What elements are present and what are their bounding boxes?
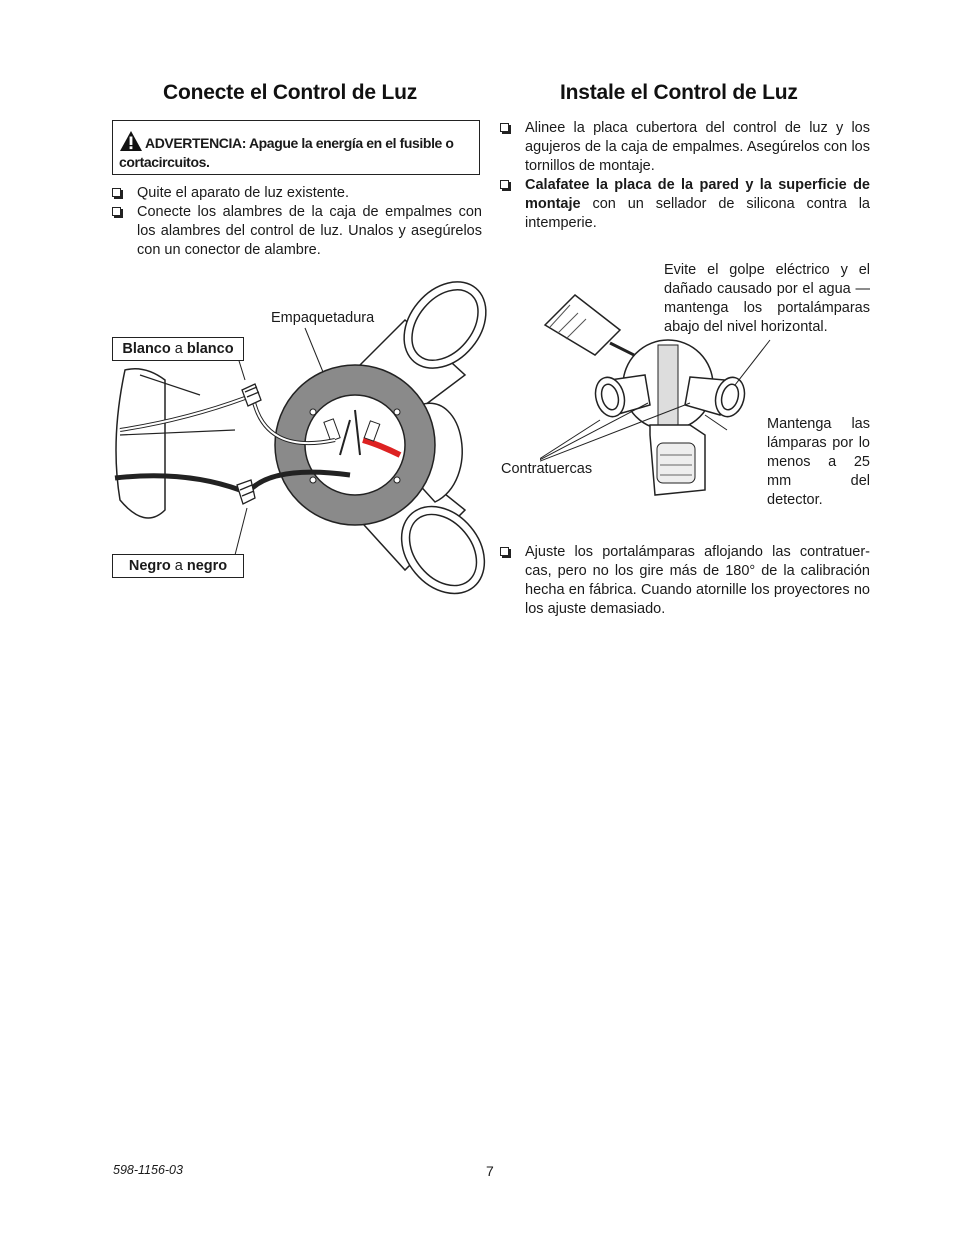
right-steps (500, 119, 870, 233)
checkbox-bullet-icon (500, 547, 509, 556)
step-text: con un sellador de silicona contra la intemperie. (525, 196, 870, 231)
step-text: Alinee la placa cubertora del control de luz y los agujeros de la caja de empalmes. Asegúrelos con los tornillos de montaje. (525, 120, 870, 174)
black-wire-nut (237, 480, 255, 504)
doc-number: 598-1156-03 (113, 1163, 183, 1177)
label-word: blanco (186, 341, 234, 357)
right-steps-2 (500, 543, 870, 619)
label-word: Negro (128, 558, 171, 574)
label-word: Blanco (122, 341, 171, 357)
black-to-black-label (112, 554, 244, 578)
caulk-gun (545, 295, 638, 357)
wiring-diagram (105, 280, 500, 600)
white-wire-nut (242, 384, 261, 406)
label-connector: a (170, 341, 187, 357)
list-item (500, 176, 870, 233)
left-steps (112, 184, 482, 260)
checkbox-bullet-icon (112, 188, 121, 197)
list-item (500, 543, 870, 619)
step-text: Quite el aparato de luz existente. (137, 185, 349, 201)
step-text-bold: Calafatee la placa de la pared y la superficie de montaje (525, 177, 870, 212)
checkbox-bullet-icon (500, 180, 509, 189)
list-item (500, 119, 870, 176)
checkbox-bullet-icon (112, 207, 121, 216)
step-text: Conecte los alambres de la caja de empalmes con los alambres del control de luz. Unalos y asegúrelos con un conector de alambre. (137, 204, 482, 258)
label-connector: a (170, 558, 187, 574)
locknuts-label: Contratuercas (501, 461, 593, 477)
warning-triangle-icon (119, 130, 143, 152)
list-item (112, 184, 482, 203)
left-heading: Conecte el Control de Luz (163, 81, 418, 104)
list-item (112, 203, 482, 260)
label-word: negro (186, 558, 228, 574)
white-to-white-label (112, 337, 244, 361)
gasket-label: Empaquetadura (271, 310, 375, 326)
warning-box (112, 120, 480, 175)
junction-box (116, 369, 165, 518)
page-number: 7 (486, 1163, 494, 1179)
warning-text: ADVERTENCIA: Apague la energía en el fusible o cortacircuitos. (119, 135, 454, 170)
shock-note: Evite el golpe eléctrico y el dañado causado por el agua —mantenga los portalámparas abajo del nivel horizontal. (664, 262, 870, 335)
distance-note: Mantenga las lámparas por lo menos a 25 mm del detector. (767, 416, 870, 508)
step-text: Ajuste los portalámparas aflojando las contratuer-cas, pero no los gire más de 180° de la calibración hecha en fábrica. Cuando atornille los proyectores no los ajuste demasiado. (525, 544, 870, 617)
checkbox-bullet-icon (500, 123, 509, 132)
right-heading: Instale el Control de Luz (560, 81, 798, 104)
